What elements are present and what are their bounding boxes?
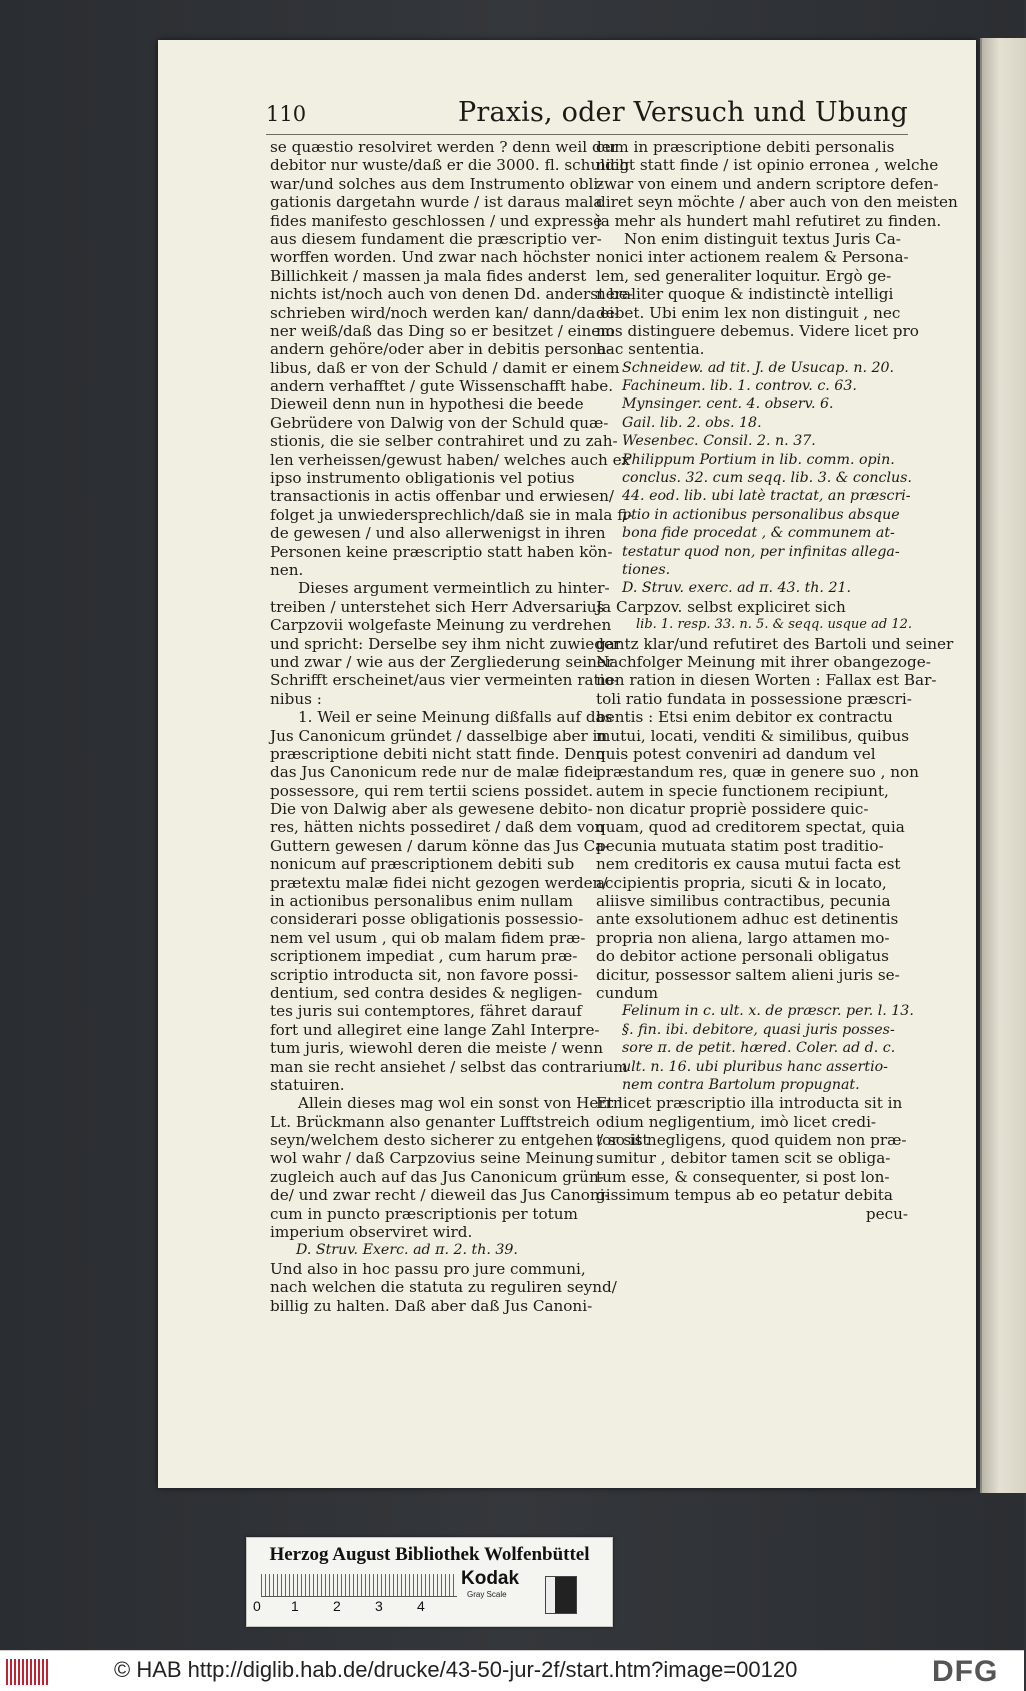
text-line: res, hätten nichts possediret / daß dem von [270,818,605,837]
text-line: war/und solches aus dem Instrumento obli- [270,174,604,193]
text-line: Felinum in c. ult. x. de præscr. per. l. 13. [622,1003,914,1020]
kodak-logo: Kodak [461,1568,520,1589]
text-line: hac sententia. [596,340,705,359]
ruler-number: 2 [333,1598,341,1614]
text-line: pecu- [865,1204,908,1223]
text-line: quis potest conveniri ad dandum vel [596,744,876,763]
text-line: stionis, die sie selber contrahiret und zu zah- [270,432,618,451]
ruler-number: 1 [291,1598,299,1614]
text-line: Guttern gewesen / darum könne das Jus Ca- [270,836,610,855]
text-line: nem creditoris ex causa mutui facta est [596,855,901,874]
text-line: se quæstio resolviret werden ? denn weil der [270,138,618,156]
text-line: cum in puncto præscriptionis per totum [270,1204,578,1223]
ruler-number: 4 [417,1598,425,1614]
text-line: fides manifesto geschlossen / und expressè [270,211,603,230]
text-line: testatur quod non, per infinitas allega- [622,543,900,560]
text-line: und zwar / wie aus der Zergliederung seiner [270,652,614,671]
text-line: folget ja unwiedersprechlich/daß sie in mala fi- [270,505,633,524]
text-line: nibus : [270,689,322,708]
dfg-logo: DFG [932,1655,999,1688]
text-line: præstandum res, quæ in genere suo , non [596,763,919,782]
text-line: scriptionem impediat , cum harum præ- [270,947,578,966]
next-page-edge [980,38,1026,1493]
ruler-number: 3 [375,1598,383,1614]
text-line: lem, sed generaliter loquitur. Ergò ge- [596,266,892,285]
text-line: und spricht: Derselbe sey ihm nicht zuwieder [270,634,621,653]
text-line: Mynsinger. cent. 4. observ. 6. [622,396,834,413]
text-line: Schneidew. ad tit. J. de Usucap. n. 20. [622,359,895,376]
text-line: mutui, locati, venditi & similibus, quibus [596,726,910,745]
text-line: Fachineum. lib. 1. controv. c. 63. [622,378,857,395]
text-line: pecunia mutuata statim post traditio- [596,836,884,855]
text-line: Und also in hoc passu pro jure communi, [270,1259,586,1278]
text-line: scriptio introducta sit, non favore possi- [270,965,579,984]
text-line: gantz klar/und refutiret des Bartoli und seiner [596,634,954,653]
text-line: autem in specie functionem recipiunt, [596,781,889,800]
text-line: libus, daß er von der Schuld / damit er einem [270,358,620,377]
text-line: ner weiß/daß das Ding so er besitzet / einem [270,321,615,340]
text-line: quam, quod ad creditorem spectat, quia [596,818,905,837]
text-line: ptio in actionibus personalibus absque [622,506,900,523]
text-line: Wesenbec. Consil. 2. n. 37. [622,433,816,450]
text-line: considerari posse obligationis possessio- [270,910,584,929]
kodak-subtitle: Gray Scale [467,1590,507,1599]
text-line: de gewesen / und also allerwenigst in ihren [270,524,606,543]
text-line: ja mehr als hundert mahl refutiret zu finden. [596,211,942,230]
text-line: nonici inter actionem realem & Persona- [596,248,909,267]
text-line: Die von Dalwig aber als gewesene debito- [270,800,593,819]
text-line: worffen worden. Und zwar nach höchster [270,248,590,267]
text-line: cum in præscriptione debiti personalis [596,138,895,156]
text-line: possessore, qui rem tertii sciens possidet. [270,781,594,800]
page-number: 110 [266,102,307,126]
text-line: zugleich auch auf das Jus Canonicum grün- [270,1167,604,1186]
footer-bar [0,1650,1024,1691]
gray-patch [545,1576,577,1614]
text-line: aus diesem fundament die præscriptio ver- [270,229,602,248]
right-text-column [596,138,958,1223]
text-line: Gail. lib. 2. obs. 18. [622,414,762,431]
text-line: nichts ist/noch auch von denen Dd. anderst be- [270,285,633,304]
text-line: Jus Canonicum gründet / dasselbige aber in [270,726,608,745]
text-line: nem vel usum , qui ob malam fidem præ- [270,928,586,947]
text-line: seyn/welchem desto sicherer zu entgehen / so ist [270,1131,649,1150]
text-line: schrieben wird/noch werden kan/ dann/da ei- [270,303,620,322]
text-line: Gebrüdere von Dalwig von der Schuld quæ- [270,413,609,432]
text-line: Personen keine præscriptio statt haben kön- [270,542,613,561]
text-line: Billichkeit / massen ja mala fides anderst [270,266,587,285]
text-line: billig zu halten. Daß aber daß Jus Canoni- [270,1296,593,1315]
library-color-card [246,1537,613,1627]
text-line: nen ration in diesen Worten : Fallax est Bar- [596,671,937,690]
library-name: Herzog August Bibliothek Wolfenbüttel [269,1544,590,1565]
text-line: bona fide procedat , & communem at- [622,525,895,542]
header-rule [266,134,908,135]
text-line: nonicum auf præscriptionem debiti sub [270,855,575,874]
text-line: odium negligentium, imò licet credi- [596,1112,877,1131]
text-line: nos distinguere debemus. Videre licet pro [596,321,919,340]
text-line: tum esse, & consequenter, si post lon- [596,1167,890,1186]
text-line: Dieweil denn nun in hypothesi die beede [270,395,584,414]
text-line: prætextu malæ fidei nicht gezogen werden/ [270,873,608,892]
text-line: accipientis propria, sicuti & in locato, [596,873,887,892]
text-line: lib. 1. resp. 33. n. 5. & seqq. usque ad 12. [636,617,913,633]
text-line: cundum [596,983,658,1002]
scale-ruler [261,1574,457,1597]
text-line: gissimum tempus ab eo petatur debita [596,1186,893,1205]
text-line: neraliter quoque & indistinctè intelligi [596,285,894,304]
text-line: Schrifft erscheinet/aus vier vermeinten ratio- [270,671,619,690]
text-line: man sie recht ansiehet / selbst das contrarium [270,1057,628,1076]
text-line: ante exsolutionem adhuc est detinentis [596,910,899,929]
text-line: præscriptione debiti nicht statt finde. Denn [270,744,606,763]
kodak-gray-scale [461,1568,581,1616]
text-line: das Jus Canonicum rede nur de malæ fidei [270,763,598,782]
text-line: fort und allegiret eine lange Zahl Interpre- [270,1020,600,1039]
text-line: zwar von einem und andern scriptore defen- [596,174,939,193]
text-line: non dicatur propriè possidere quic- [596,800,869,819]
text-line: Dieses argument vermeintlich zu hinter- [298,579,610,598]
text-line: andern verhafftet / gute Wissenschafft habe. [270,377,614,396]
text-line: in actionibus personalibus enim nullam [270,892,574,911]
text-line: diret seyn möchte / aber auch von den meisten [596,193,958,212]
text-line: 44. eod. lib. ubi latè tractat, an præscri- [622,488,911,505]
text-line: ult. n. 16. ubi pluribus hanc assertio- [622,1058,888,1075]
text-line: propria non aliena, largo attamen mo- [596,928,890,947]
text-line: D. Struv. exerc. ad π. 43. th. 21. [622,580,852,597]
text-line: Et licet præscriptio illa introducta sit in [596,1094,903,1113]
text-line: nach welchen die statuta zu reguliren seynd/ [270,1278,617,1297]
text-line: Allein dieses mag wol ein sonst von Herrn [298,1094,623,1113]
scanned-page [158,40,976,1488]
text-line: andern gehöre/oder aber in debitis persona- [270,340,612,359]
ruler-number: 0 [253,1598,261,1614]
text-line: Philippum Portium in lib. comm. opin. [622,451,895,468]
text-line: nen. [270,560,304,579]
text-line: len verheissen/gewust haben/ welches auch ex [270,450,631,469]
text-line: nicht statt finde / ist opinio erronea , welche [596,156,939,175]
text-line: tiones. [622,561,671,578]
text-line: Ja Carpzov. selbst expliciret sich [596,597,846,616]
text-line: sumitur , debitor tamen scit se obliga- [596,1149,891,1168]
text-line: Nachfolger Meinung mit ihrer obangezoge- [596,652,931,671]
text-line: ipso instrumento obligationis vel potius [270,469,575,488]
text-line: imperium observiret wird. [270,1223,473,1242]
text-line: Carpzovii wolgefaste Meinung zu verdrehen [270,616,612,635]
text-line: conclus. 32. cum seqq. lib. 3. & conclus. [622,470,912,487]
text-line: nem contra Bartolum propugnat. [622,1076,860,1093]
text-line: Non enim distinguit textus Juris Ca- [624,229,901,248]
text-line: treiben / unterstehet sich Herr Adversarius [270,597,605,616]
text-line: toli ratio fundata in possessione præscri- [596,689,912,708]
text-line: wol wahr / daß Carpzovius seine Meinung [270,1149,594,1168]
running-head: Praxis, oder Versuch und Ubung [457,97,909,128]
text-line: debet. Ubi enim lex non distinguit , nec [596,303,901,322]
text-line: dentium, sed contra desides & negligen- [270,983,583,1002]
text-line: 1. Weil er seine Meinung dißfalls auf das [298,708,613,727]
text-line: tum juris, wiewohl deren die meiste / wenn [270,1039,604,1058]
text-line: sore π. de petit. hæred. Coler. ad d. c. [622,1040,896,1057]
barcode-icon [6,1659,48,1685]
copyright-link[interactable]: © HAB http://diglib.hab.de/drucke/43-50-jur-2f/start.htm?image=00120 [114,1657,798,1682]
text-line: D. Struv. Exerc. ad π. 2. th. 39. [296,1242,518,1259]
text-line: tor sit negligens, quod quidem non præ- [596,1131,907,1150]
text-line: transactionis in actis offenbar und erwiesen/ [270,487,614,506]
text-line: de/ und zwar recht / dieweil das Jus Canoni- [270,1186,610,1205]
text-line: debitor nur wuste/daß er die 3000. fl. schuldig [270,156,630,175]
text-line: bentis : Etsi enim debitor ex contractu [596,708,893,727]
text-line: statuiren. [270,1075,345,1094]
text-line: do debitor actione personali obligatus [596,947,889,966]
text-line: gationis dargetahn wurde / ist daraus mala [270,193,603,212]
text-line: §. fin. ibi. debitore, quasi juris posses- [622,1021,895,1038]
text-line: tes juris sui contemptores, fähret darauf [270,1002,582,1021]
text-line: Lt. Brückmann also genanter Lufftstreich [270,1112,590,1131]
text-line: aliisve similibus contractibus, pecunia [596,892,891,911]
text-line: dicitur, possessor saltem alieni juris se- [596,965,900,984]
